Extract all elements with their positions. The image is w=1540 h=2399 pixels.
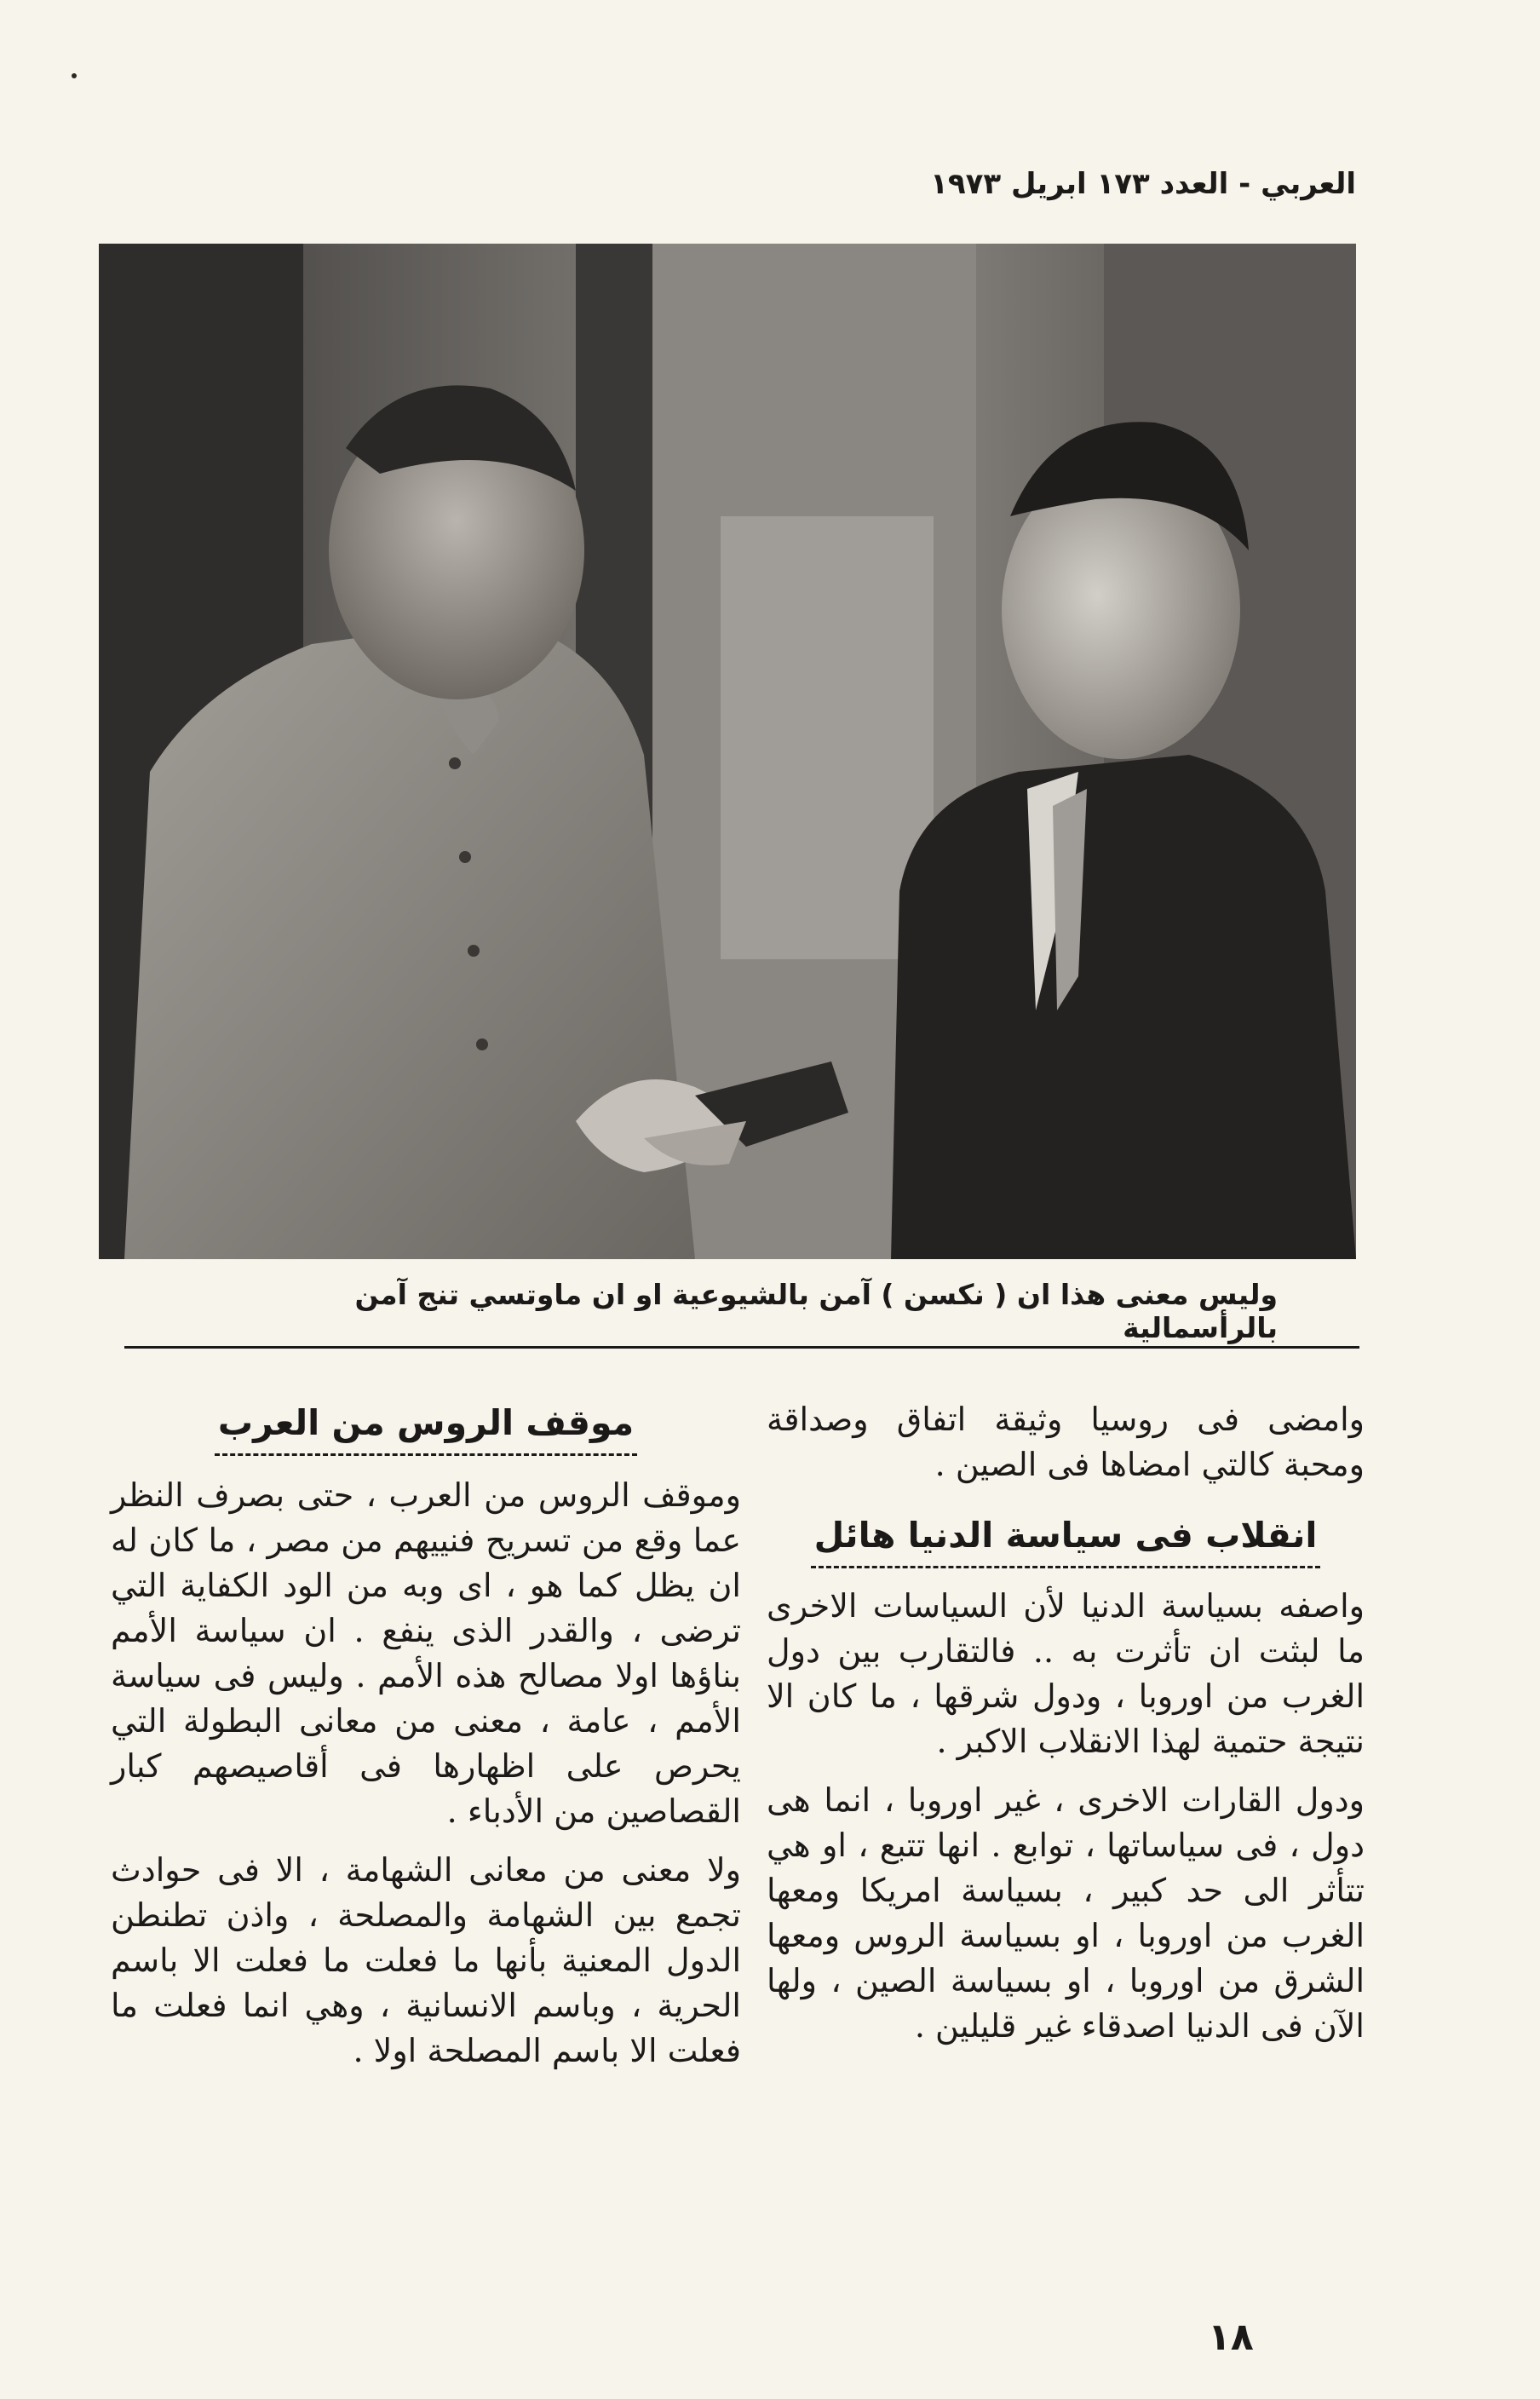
photo-caption: وليس معنى هذا ان ( نكسن ) آمن بالشيوعية او ان ماوتسي تنج آمن بالرأسمالية <box>354 1278 1278 1344</box>
left-column <box>111 1397 741 2087</box>
photo-handshake-icon <box>99 244 1356 1259</box>
intro-paragraph: وامضى فى روسيا وثيقة اتفاق وصداقة ومحبة كالتي امضاها فى الصين . <box>767 1401 1365 1483</box>
body-paragraph: ولا معنى من معانى الشهامة ، الا فى حوادث تجمع بين الشهامة والمصلحة ، واذن تطنطن الدول المعنية بأنها ما فعلت ما فعلت الا باسم الحرية ، وباسم الانسانية ، وهي انما فعلت ما فعلت الا باسم المصلحة اولا . <box>111 1851 741 2069</box>
page-number: ١٨ <box>1208 2316 1254 2359</box>
body-paragraph: ودول القارات الاخرى ، غير اوروبا ، انما هى دول ، فى سياساتها ، توابع . انها تتبع ، او هي تتأثر الى حد كبير ، بسياسة امريكا ومعها الغرب من اوروبا ، او بسياسة الروس ومعها الشرق من اوروبا ، او بسياسة الصين ، ولها الآن فى الدنيا اصدقاء غير قليلين . <box>767 1781 1365 2045</box>
body-paragraph: واصفه بسياسة الدنيا لأن السياسات الاخرى ما لبثت ان تأثرت به .. فالتقارب بين دول الغرب من اوروبا ، ودول شرقها ، ما كان الا نتيجة حتمية لهذا الانقلاب الاكبر . <box>767 1587 1365 1760</box>
heading-wrapper <box>767 1511 1365 1568</box>
heading-wrapper <box>111 1399 741 1456</box>
section-divider <box>124 1346 1359 1349</box>
running-header: العربي - العدد ١٧٣ ابريل ١٩٧٣ <box>930 167 1356 201</box>
print-speck <box>72 73 77 78</box>
right-column <box>767 1397 1365 2062</box>
body-paragraph: وموقف الروس من العرب ، حتى بصرف النظر عما وقع من تسريح فنييهم من مصر ، ما كان له ان يظل كما هو ، اى وبه من الود الكفاية التي ترضى ، والقدر الذى ينفع . ان سياسة الأمم بناؤها اولا مصالح هذه الأمم . وليس فى سياسة الأمم ، عامة ، معنى من معانى البطولة التي يحرص على اظهارها فى أقاصيصهم كبار القصاصين من الأدباء . <box>111 1476 741 1830</box>
section-heading-right: انقلاب فى سياسة الدنيا هائل <box>811 1511 1321 1568</box>
section-heading-left: موقف الروس من العرب <box>215 1399 637 1456</box>
